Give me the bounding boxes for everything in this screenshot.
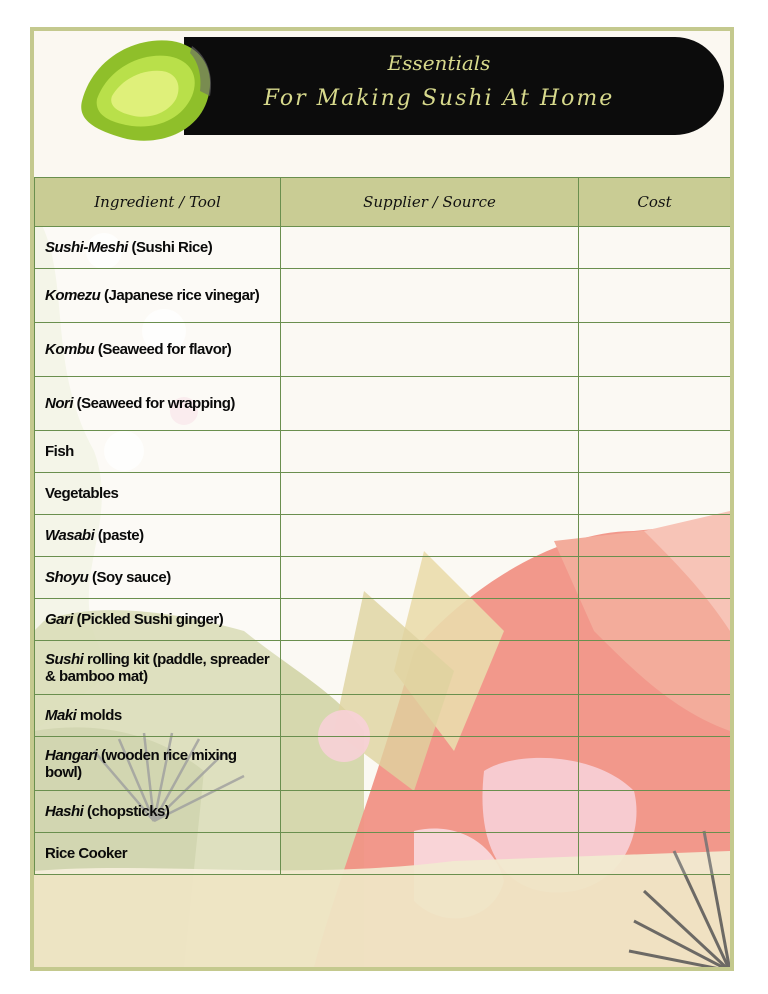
table-row [35, 227, 731, 269]
ingredient-cell [35, 323, 281, 377]
ingredient-term: Wasabi [45, 527, 95, 544]
ingredient-term: Hashi [45, 803, 84, 820]
table-row [35, 515, 731, 557]
table-row [35, 431, 731, 473]
sushi-essentials-table [34, 177, 731, 875]
supplier-cell[interactable] [281, 323, 579, 377]
cost-cell[interactable] [579, 557, 731, 599]
supplier-cell[interactable] [281, 557, 579, 599]
cost-cell[interactable] [579, 473, 731, 515]
ingredient-cell [35, 599, 281, 641]
header-row [35, 178, 731, 227]
table-row [35, 695, 731, 737]
header-supplier: Supplier / Source [281, 178, 579, 227]
supplier-cell[interactable] [281, 431, 579, 473]
ingredient-description: molds [76, 707, 122, 724]
cost-cell[interactable] [579, 833, 731, 875]
ingredient-description: Rice Cooker [45, 845, 128, 862]
ingredient-description: (Seaweed for wrapping) [73, 395, 235, 412]
ingredient-cell [35, 431, 281, 473]
ingredient-cell [35, 791, 281, 833]
table-row [35, 473, 731, 515]
cost-cell[interactable] [579, 599, 731, 641]
ingredient-description: (Soy sauce) [88, 569, 171, 586]
supplier-cell[interactable] [281, 833, 579, 875]
supplier-cell[interactable] [281, 695, 579, 737]
cost-cell[interactable] [579, 377, 731, 431]
cost-cell[interactable] [579, 641, 731, 695]
table-row [35, 557, 731, 599]
cost-cell[interactable] [579, 791, 731, 833]
ingredient-description: (chopsticks) [83, 803, 170, 820]
ingredient-cell [35, 557, 281, 599]
cost-cell[interactable] [579, 431, 731, 473]
supplier-cell[interactable] [281, 599, 579, 641]
table-row [35, 737, 731, 791]
cost-cell[interactable] [579, 695, 731, 737]
ingredient-description: (Japanese rice vinegar) [100, 287, 260, 304]
ingredient-description: (Sushi Rice) [127, 239, 213, 256]
supplier-cell[interactable] [281, 269, 579, 323]
table-body [35, 227, 731, 875]
cost-cell[interactable] [579, 227, 731, 269]
ingredient-description: Fish [45, 443, 74, 460]
ingredient-term: Shoyu [45, 569, 89, 586]
table-row [35, 641, 731, 695]
ingredient-description: (paste) [94, 527, 144, 544]
ingredient-description: (Seaweed for flavor) [94, 341, 232, 358]
ingredient-cell [35, 377, 281, 431]
ingredient-cell [35, 641, 281, 695]
supplier-cell[interactable] [281, 641, 579, 695]
ingredient-description: (wooden rice mixing bowl) [45, 746, 237, 781]
supplier-cell[interactable] [281, 515, 579, 557]
table-row [35, 323, 731, 377]
supplier-cell[interactable] [281, 791, 579, 833]
ingredient-term: Sushi-Meshi [45, 239, 128, 256]
ingredient-term: Sushi [45, 650, 84, 668]
title-line-2: For Making Sushi At Home [263, 86, 615, 111]
ingredient-cell [35, 833, 281, 875]
ingredient-cell [35, 227, 281, 269]
ingredient-description: (Pickled Sushi ginger) [73, 611, 224, 628]
ingredient-cell [35, 695, 281, 737]
supplier-cell[interactable] [281, 227, 579, 269]
header-cost: Cost [579, 178, 731, 227]
ingredient-term: Komezu [45, 287, 101, 304]
ingredient-term: Nori [45, 395, 73, 412]
ingredient-cell [35, 473, 281, 515]
ingredient-description: rolling kit (paddle, spreader & bamboo mat) [45, 650, 270, 685]
table-row [35, 833, 731, 875]
ingredient-term: Maki [45, 707, 77, 724]
cost-cell[interactable] [579, 515, 731, 557]
table-row [35, 269, 731, 323]
ingredient-cell [35, 515, 281, 557]
ingredient-term: Gari [45, 611, 74, 628]
table-row [35, 791, 731, 833]
table-row [35, 599, 731, 641]
supplier-cell[interactable] [281, 377, 579, 431]
cost-cell[interactable] [579, 269, 731, 323]
cost-cell[interactable] [579, 737, 731, 791]
table-row [35, 377, 731, 431]
cost-cell[interactable] [579, 323, 731, 377]
title-line-1: Essentials [387, 51, 491, 75]
supplier-cell[interactable] [281, 473, 579, 515]
page-title [214, 45, 664, 117]
wasabi-leaf-illustration [72, 31, 222, 151]
ingredient-term: Kombu [45, 341, 95, 358]
ingredient-cell [35, 269, 281, 323]
ingredient-cell [35, 737, 281, 791]
header-ingredient: Ingredient / Tool [35, 178, 281, 227]
page-frame [30, 27, 734, 971]
ingredient-term: Hangari [45, 746, 98, 764]
supplier-cell[interactable] [281, 737, 579, 791]
ingredient-description: Vegetables [45, 485, 119, 502]
